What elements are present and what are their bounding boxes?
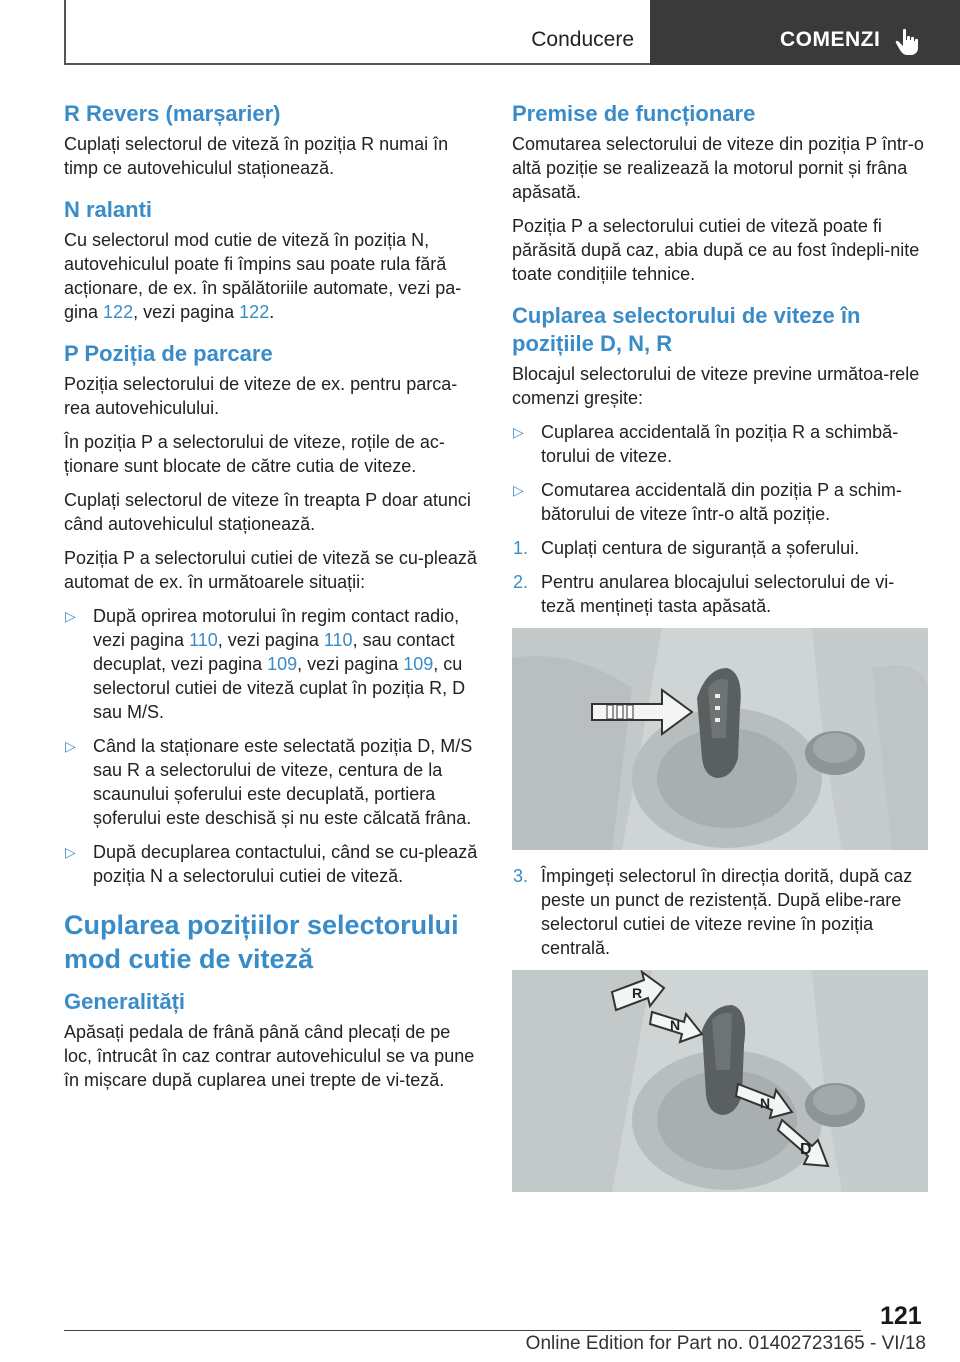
paragraph: Cuplați selectorul de viteze în treapta P doar atunci când autovehiculul staționează. xyxy=(64,490,471,534)
list-item: ▷ Când la staționare este selectată poziția D, M/S sau R a selectorului de viteze, centura de la scaunului șoferului este decuplată, portiera șoferului este deschisă și nu este călcată frâna. xyxy=(65,736,473,828)
paragraph: În poziția P a selectorului de viteze, roțile de ac‐ționare sunt blocate de către cutia de viteze. xyxy=(64,432,445,476)
section-heading-neutral: N ralanti xyxy=(64,197,153,222)
left-column xyxy=(64,100,482,1102)
step-item: 3. Împingeți selectorul în direcția dorită, după caz peste un punct de rezistență. După elibe‐rare selectorul cutiei de viteze revine în poziția centrală. xyxy=(513,866,913,958)
paragraph: Cuplați selectorul de viteză în poziția R numai în timp ce autovehiculul staționează. xyxy=(64,134,449,178)
step-number: 2. xyxy=(513,572,529,592)
section-heading-general: Generalități xyxy=(64,989,186,1014)
direction-label-n-down: N xyxy=(760,1095,771,1111)
list-item: ▷ Cuplarea accidentală în poziția R a schimbă‐torului de viteze. xyxy=(513,422,899,466)
footer-divider xyxy=(64,1330,861,1331)
right-column xyxy=(512,100,928,1206)
page-link[interactable]: 110 xyxy=(323,630,353,650)
triangle-bullet-icon: ▷ xyxy=(65,844,76,860)
section-heading-reverse: R Revers (marșarier) xyxy=(64,101,281,126)
direction-label-d: D xyxy=(800,1141,812,1158)
section-heading-prerequisites: Premise de funcționare xyxy=(512,101,756,126)
paragraph: Cu selectorul mod cutie de viteză în poziția N, autovehiculul poate fi împins sau poate rula fără acționare, de ex. în spălătoriile automate, vezi pa‐gina 122, vezi pagina 122. xyxy=(64,230,462,322)
paragraph: Blocajul selectorului de viteze previne următoa‐rele comenzi greșite: xyxy=(512,364,920,408)
list-item: ▷ După decuplarea contactului, când se cu‐plează poziția N a selectorului cutiei de viteză. xyxy=(65,842,478,886)
triangle-bullet-icon: ▷ xyxy=(65,738,76,754)
paragraph: Apăsați pedala de frână până când plecați de pe loc, întrucât în caz contrar autovehiculul se va pune în mișcare după cuplarea unei trepte de vi‐teză. xyxy=(64,1022,475,1090)
footer-edition: Online Edition for Part no. 01402723165 - VI/18 xyxy=(525,1333,926,1354)
page-link[interactable]: 109 xyxy=(403,654,434,674)
header-underline xyxy=(64,63,650,65)
page-link[interactable]: 109 xyxy=(267,654,298,674)
header-section-title: Conducere xyxy=(531,28,634,51)
step-number: 3. xyxy=(513,866,529,886)
direction-label-r: R xyxy=(632,985,643,1001)
step-item: 1. Cuplați centura de siguranță a șoferului. xyxy=(513,538,860,558)
list-item: ▷ Comutarea accidentală din poziția P a schim‐bătorului de viteze într-o altă poziție. xyxy=(513,480,902,524)
hand-pointer-icon xyxy=(895,28,921,56)
gear-selector-unlock-illustration xyxy=(512,628,928,850)
triangle-bullet-icon: ▷ xyxy=(513,482,524,498)
direction-label-n-up: N xyxy=(670,1017,681,1033)
page-link[interactable]: 122 xyxy=(239,302,270,322)
page-number: 121 xyxy=(880,1302,922,1330)
step-item: 2. Pentru anularea blocajului selectorului de vi‐teză mențineți tasta apăsată. xyxy=(513,572,895,616)
chapter-heading-shifting: Cuplarea pozițiilor selectorului mod cutie de viteză xyxy=(64,910,459,974)
paragraph: Comutarea selectorului de viteze din poziția P într-o altă poziție se realizează la motorul pornit și frâna apăsată. xyxy=(512,134,924,202)
triangle-bullet-icon: ▷ xyxy=(65,608,76,624)
paragraph: Poziția selectorului de viteze de ex. pentru parca‐rea autovehiculului. xyxy=(64,374,458,418)
triangle-bullet-icon: ▷ xyxy=(513,424,524,440)
header-chapter-label: COMENZI xyxy=(780,28,881,51)
paragraph: Poziția P a selectorului cutiei de viteză poate fi părăsită după caz, abia după ce au fost îndepli‐nite toate condițiile tehnice. xyxy=(512,216,920,284)
gear-selector-directions-illustration xyxy=(512,970,928,1192)
paragraph: Poziția P a selectorului cutiei de viteză se cu‐plează automat de ex. în următoarele situații: xyxy=(64,548,477,592)
step-number: 1. xyxy=(513,538,529,558)
section-heading-park: P Poziția de parcare xyxy=(64,341,273,366)
list-item: ▷ După oprirea motorului în regim contact radio, vezi pagina 110, vezi pagina 110, sau contact decuplat, vezi pagina 109, vezi pagina 109, cu selectorul cutiei de viteză cuplat în poziția R, D sau M/S. xyxy=(65,606,466,722)
section-heading-engage-dnr: Cuplarea selectorului de viteze în pozițiile D, N, R xyxy=(512,303,861,356)
page-link[interactable]: 110 xyxy=(189,630,218,650)
page-link[interactable]: 122 xyxy=(103,302,134,322)
